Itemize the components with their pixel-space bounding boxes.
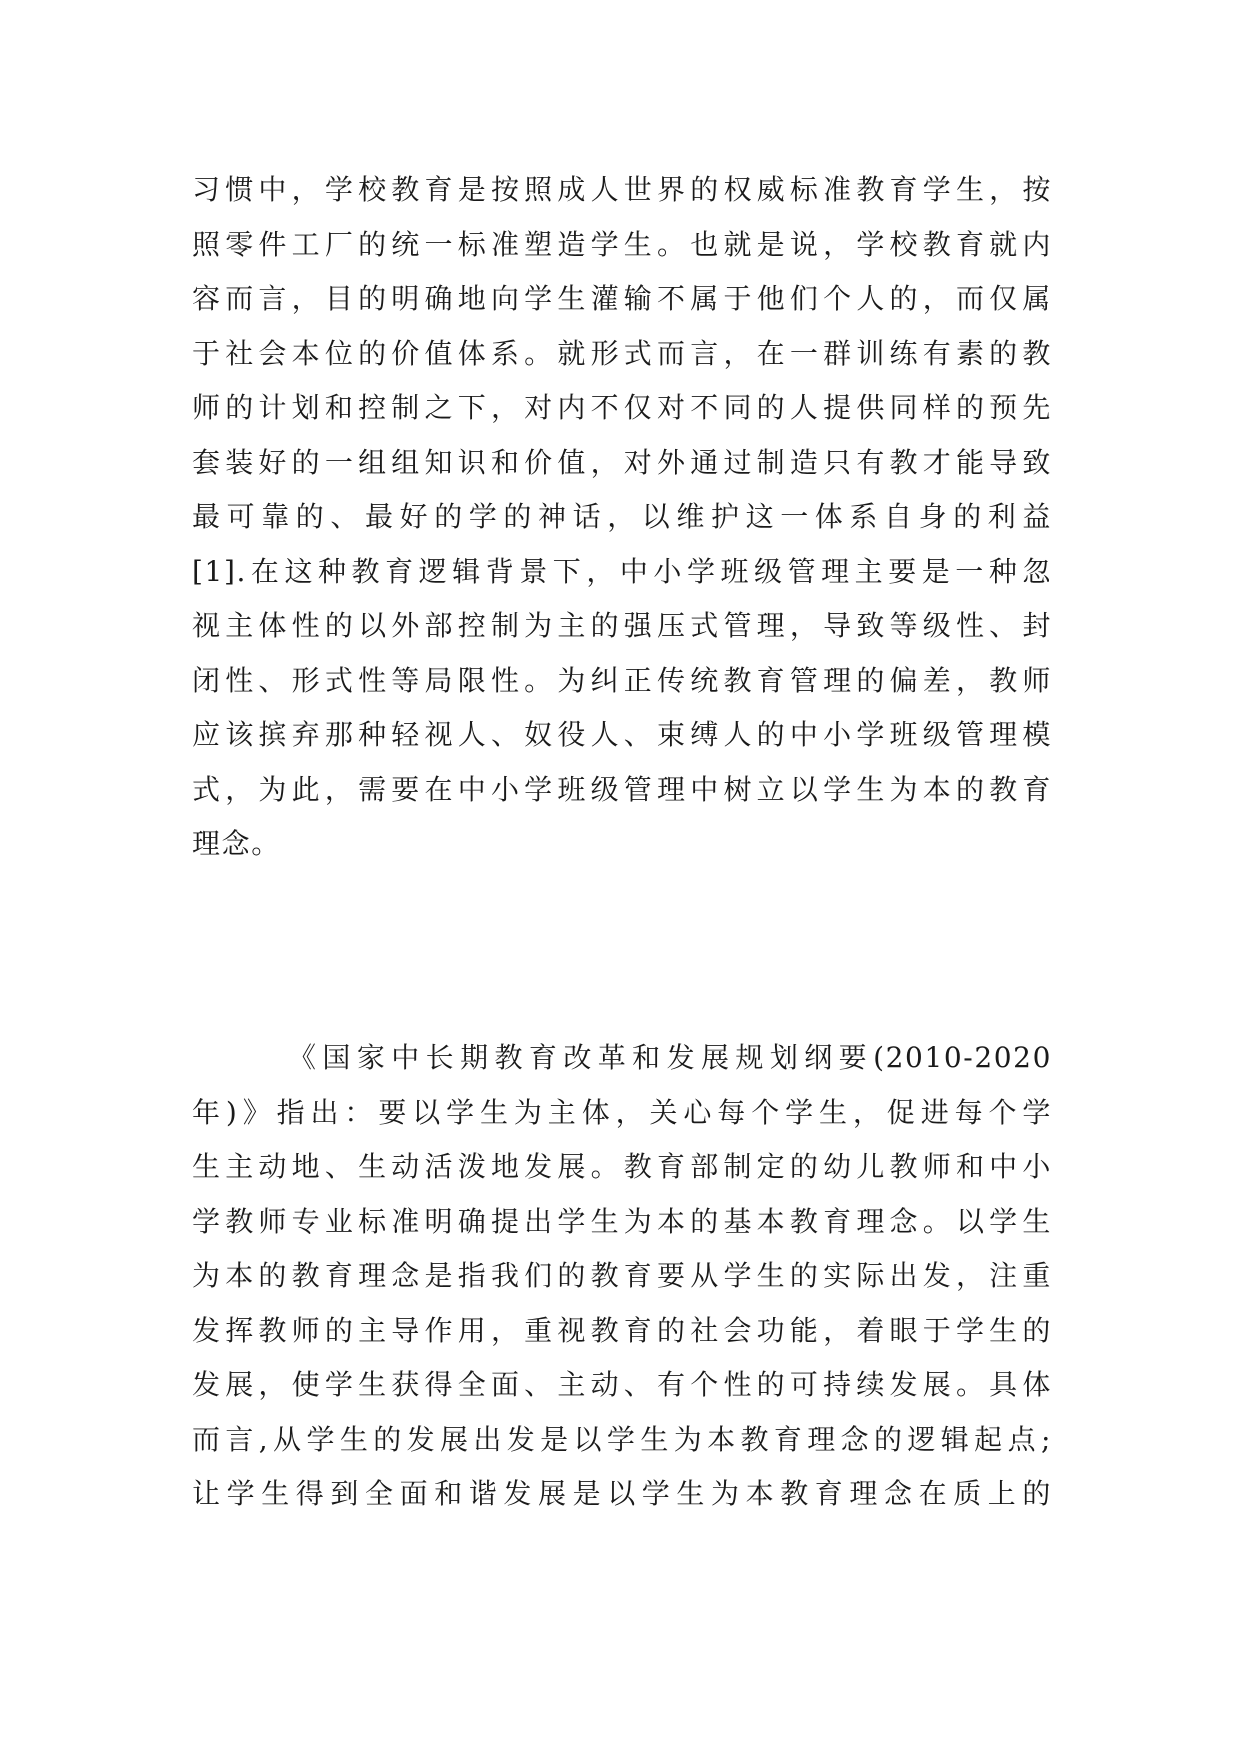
text-line: 闭性、形式性等局限性。为纠正传统教育管理的偏差，教师 — [192, 663, 1052, 697]
text-line: 习惯中，学校教育是按照成人世界的权威标准教育学生，按 — [192, 173, 1052, 206]
text-line: 照零件工厂的统一标准塑造学生。也就是说，学校教育就内 — [192, 227, 1052, 261]
text-line: 生主动地、生动活泼地发展。教育部制定的幼儿教师和中小 — [192, 1150, 1052, 1183]
text-line: 于社会本位的价值体系。就形式而言，在一群训练有素的教 — [192, 336, 1052, 370]
text-line: 为本的教育理念是指我们的教育要从学生的实际出发，注重 — [192, 1259, 1052, 1292]
text-line: 而言,从学生的发展出发是以学生为本教育理念的逻辑起点; — [192, 1422, 1052, 1456]
paragraph-1 — [192, 163, 1052, 872]
text-line: 发展，使学生获得全面、主动、有个性的可持续发展。具体 — [192, 1368, 1052, 1401]
text-line: 让学生得到全面和谐发展是以学生为本教育理念在质上的 — [192, 1477, 1052, 1510]
text-line: 容而言，目的明确地向学生灌输不属于他们个人的，而仅属 — [192, 282, 1052, 315]
text-line: 套装好的一组组知识和价值，对外通过制造只有教才能导致 — [192, 445, 1052, 479]
text-line: 应该摈弃那种轻视人、奴役人、束缚人的中小学班级管理模 — [192, 718, 1052, 751]
text-line: 视主体性的以外部控制为主的强压式管理，导致等级性、封 — [192, 609, 1052, 642]
text-line: 《国家中长期教育改革和发展规划纲要(2010-2020 — [288, 1041, 1052, 1074]
text-line: 年)》指出：要以学生为主体，关心每个学生，促进每个学 — [192, 1095, 1052, 1129]
paragraph-2 — [192, 1031, 1052, 1522]
text-line: 发挥教师的主导作用，重视教育的社会功能，着眼于学生的 — [192, 1313, 1052, 1347]
text-line: 最可靠的、最好的学的神话，以维护这一体系自身的利益 — [192, 500, 1052, 533]
text-line: 学教师专业标准明确提出学生为本的基本教育理念。以学生 — [192, 1204, 1052, 1238]
text-line: 式，为此，需要在中小学班级管理中树立以学生为本的教育 — [192, 772, 1052, 806]
text-line: 理念。 — [192, 827, 281, 860]
text-line: [1].在这种教育逻辑背景下，中小学班级管理主要是一种忽 — [192, 554, 1052, 588]
text-line: 师的计划和控制之下，对内不仅对不同的人提供同样的预先 — [192, 391, 1052, 424]
